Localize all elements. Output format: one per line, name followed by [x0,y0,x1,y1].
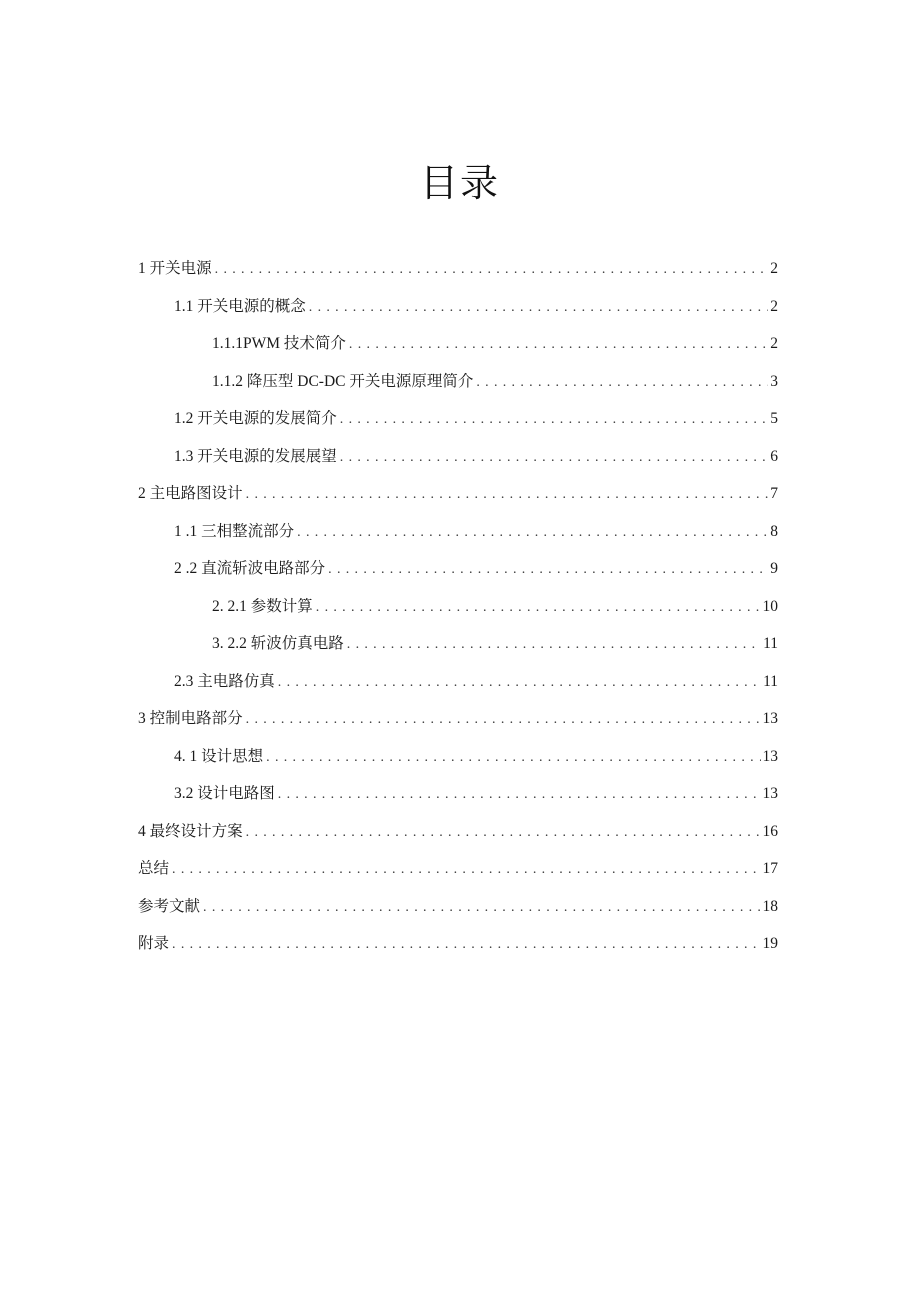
toc-entry-title: 3 控制电路部分 [138,710,243,727]
toc-page-number: 13 [762,710,778,727]
toc-page-number: 10 [762,597,778,615]
toc-entry-title: 2 主电路图设计 [138,485,243,502]
toc-entry[interactable] [138,850,778,888]
toc-dot-leader [340,401,768,439]
toc-entry[interactable] [138,363,778,401]
toc-entry-title: 4. 1 设计思想 [174,747,264,765]
toc-page-number: 2 [770,297,778,315]
toc-page-number: 2 [770,335,778,352]
toc-entry[interactable] [138,588,778,626]
toc-page-number: 5 [770,410,778,427]
toc-dot-leader [266,739,760,777]
toc-entry[interactable] [138,513,778,551]
toc-page-number: 17 [762,860,778,877]
toc-entry-title: 总结 [138,860,170,877]
toc-page-number: 19 [762,935,778,952]
toc-dot-leader [297,514,768,552]
toc-page-number: 8 [770,522,778,540]
toc-entry[interactable] [138,400,778,438]
toc-dot-leader [246,476,769,514]
toc-heading: 目录 [419,161,500,205]
toc-dot-leader [349,326,768,364]
toc-entry[interactable] [138,475,778,513]
toc-entry-title: 1.1.1PWM 技术简介 [212,335,346,352]
toc-entry[interactable] [138,625,778,663]
toc-dot-leader [347,626,761,664]
toc-dot-leader [476,364,768,402]
toc-entry[interactable] [138,325,778,363]
toc-page-number: 6 [770,447,778,465]
toc-entry-title: 1 .1 三相整流部分 [174,522,295,540]
toc-entry[interactable] [138,663,778,701]
toc-page-number: 13 [762,785,778,802]
toc-page-number: 18 [762,897,778,915]
toc-entry-title: 2.3 主电路仿真 [174,672,275,690]
toc-page-number: 9 [770,560,778,577]
toc-entry-title: 1.3 开关电源的发展展望 [174,447,337,465]
toc-entry[interactable] [138,888,778,926]
toc-page-number: 13 [762,747,778,765]
toc-entry-title: 参考文献 [138,897,201,915]
toc-entry[interactable] [138,550,778,588]
toc-dot-leader [340,439,768,477]
toc-entry-title: 3.2 设计电路图 [174,785,275,802]
toc-list [138,250,778,963]
toc-dot-leader [316,589,761,627]
toc-entry-title: 4 最终设计方案 [138,822,243,840]
toc-dot-leader [309,289,768,327]
toc-dot-leader [246,814,761,852]
toc-page-number: 7 [770,485,778,502]
toc-entry-title: 1.1 开关电源的概念 [174,297,306,315]
toc-page-number: 2 [770,260,778,277]
toc-entry-title: 1 开关电源 [138,260,212,277]
toc-entry-title: 3. 2.2 斩波仿真电路 [212,635,344,652]
toc-entry-title: 2 .2 直流斩波电路部分 [174,560,326,577]
toc-entry[interactable] [138,438,778,476]
toc-dot-leader [172,926,760,964]
toc-entry-title: 1.1.2 降压型 DC-DC 开关电源原理简介 [212,372,474,390]
toc-page-number: 11 [763,672,778,690]
toc-dot-leader [246,701,761,739]
toc-entry-title: 1.2 开关电源的发展简介 [174,410,337,427]
toc-entry[interactable] [138,775,778,813]
toc-page-number: 3 [770,372,778,390]
toc-entry[interactable] [138,288,778,326]
toc-entry[interactable] [138,250,778,288]
toc-entry[interactable] [138,700,778,738]
toc-entry[interactable] [138,813,778,851]
toc-dot-leader [172,851,760,889]
toc-entry[interactable] [138,925,778,963]
toc-dot-leader [278,776,761,814]
toc-dot-leader [203,889,760,927]
toc-dot-leader [328,551,768,589]
toc-entry-title: 2. 2.1 参数计算 [212,597,313,615]
toc-dot-leader [278,664,761,702]
toc-page-number: 11 [763,635,778,652]
toc-entry-title: 附录 [138,935,170,952]
toc-dot-leader [215,251,769,289]
toc-entry[interactable] [138,738,778,776]
toc-page-number: 16 [762,822,778,840]
